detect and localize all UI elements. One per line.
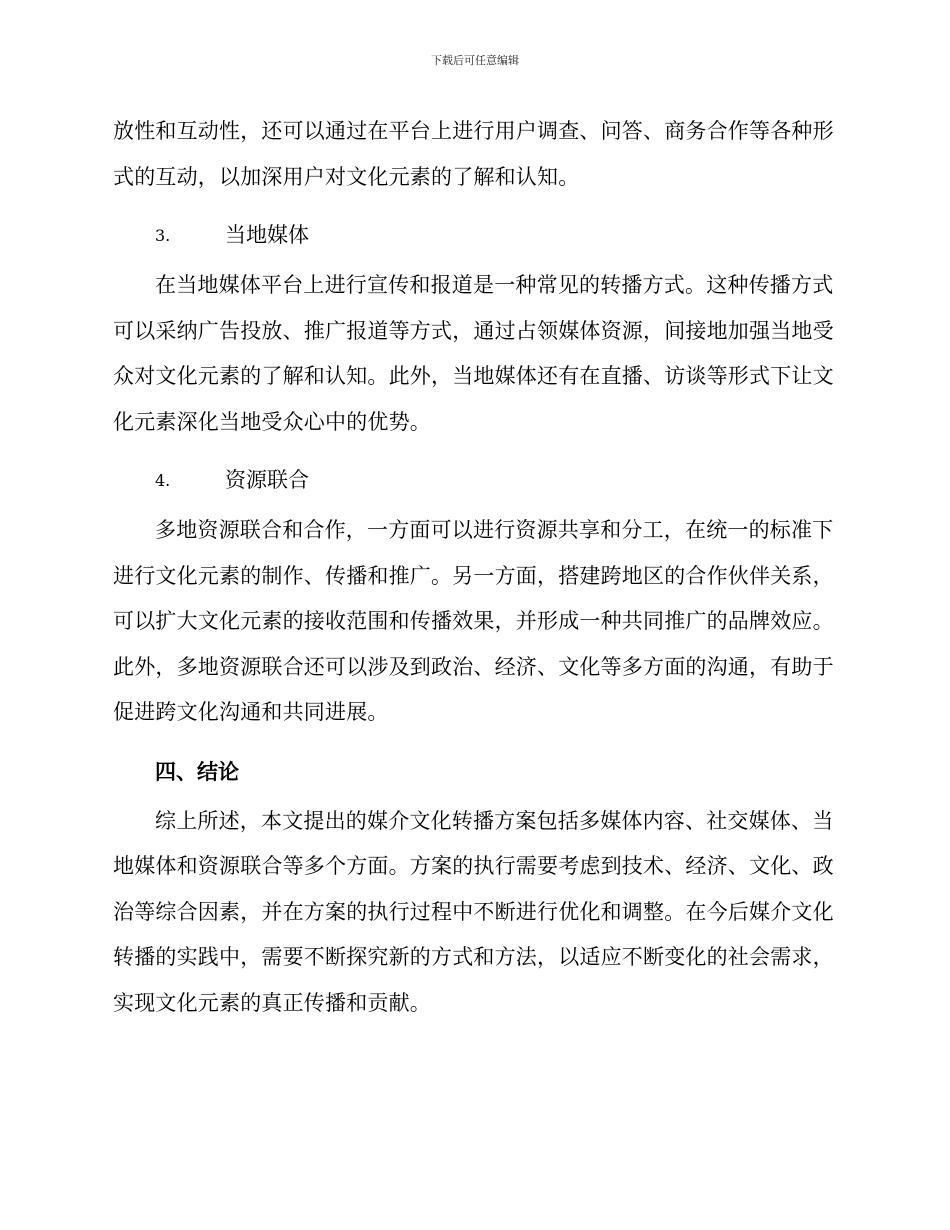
list-heading-resource-alliance [113,457,837,504]
list-heading-label: 资源联合 [225,468,309,492]
list-heading-label: 当地媒体 [225,223,309,247]
document-body [113,109,837,1026]
paragraph-continued: 放性和互动性，还可以通过在平台上进行用户调查、问答、商务合作等各种形式的互动，以加深用户对文化元素的了解和认知。 [113,119,834,189]
paragraph-conclusion: 综上所述，本文提出的媒介文化转播方案包括多媒体内容、社交媒体、当地媒体和资源联合等多个方面。方案的执行需要考虑到技术、经济、文化、政治等综合因素，并在方案的执行过程中不断进行优化和调整。在今后媒介文化转播的实践中，需要不断探究新的方式和方法，以适应不断变化的社会需求，实现文化元素的真正传播和贡献。 [113,808,834,1015]
list-number: 3. [155,226,171,245]
list-number: 4. [155,471,171,490]
paragraph-resource-alliance: 多地资源联合和合作，一方面可以进行资源共享和分工，在统一的标准下进行文化元素的制作、传播和推广。另一方面，搭建跨地区的合作伙伴关系，可以扩大文化元素的接收范围和传播效果，并形成一种共同推广的品牌效应。此外，多地资源联合还可以涉及到政治、经济、文化等多方面的沟通，有助于促进跨文化沟通和共同进展。 [113,518,834,724]
section-heading-conclusion: 四、结论 [155,759,239,784]
list-heading-local-media [113,212,837,259]
paragraph-local-media: 在当地媒体平台上进行宣传和报道是一种常见的转播方式。这种传播方式可以采纳广告投放、推广报道等方式，通过占领媒体资源，间接地加强当地受众对文化元素的了解和认知。此外，当地媒体还有在直播、访谈等形式下让文化元素深化当地受众心中的优势。 [113,273,834,434]
page-header: 下载后可任意编辑 [431,54,519,67]
